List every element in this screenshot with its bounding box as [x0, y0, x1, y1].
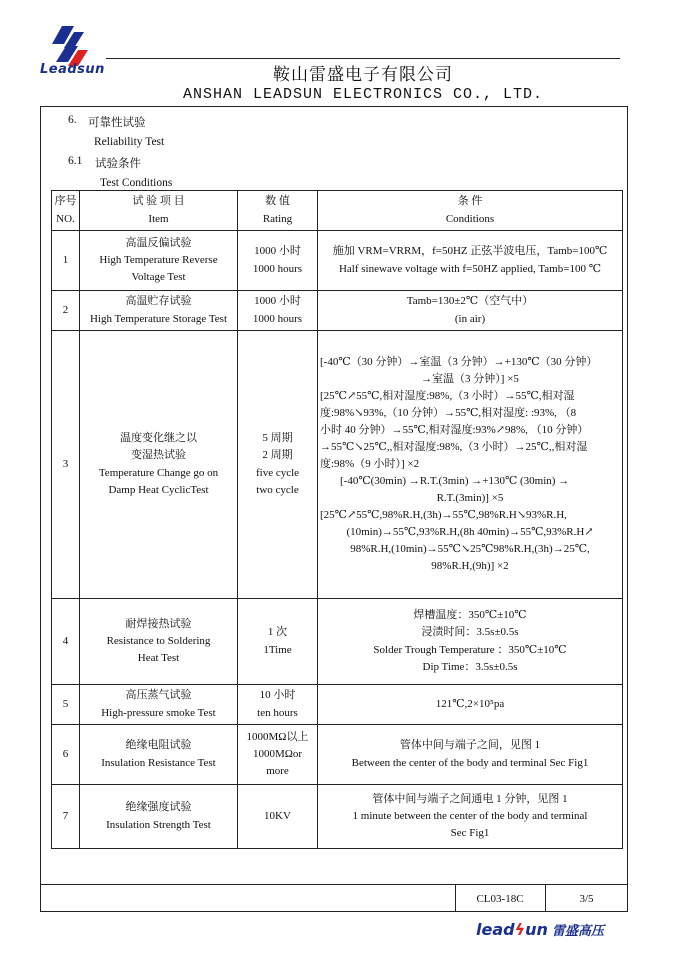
table-row [52, 685, 623, 725]
table-row [52, 231, 623, 291]
row-conditions: 焊槽温度：350℃±10℃ 浸渍时间：3.5s±0.5s Solder Trough Temperature ：350℃±10℃ Dip Time：3.5s±0.5s [318, 599, 623, 685]
row-item: 耐焊接热试验 Resistance to Soldering Heat Test [80, 599, 238, 685]
header-divider [106, 58, 620, 59]
footer-logo-part1: lead [476, 920, 515, 939]
row-conditions: [-40℃（30 分钟）→室温（3 分钟）→+130℃（30 分钟） →室温（3 分钟）] ×5 [25℃↗55℃,相对湿度:98%,（3 小时）→55℃,相对湿 度:98%↘93%,（10 分钟）→55℃,相对湿度: :93%, （8 小时 40 分钟）→55℃,相对湿度:93%↗98%, （10 分钟） →55℃↘25℃,,相对湿度:98%,（3 小时）→25℃,,相对湿 度:98%（9 小时）] ×2 [-40℃(30min) →R.T.(3min) →+130℃ (30min) → R.T.(3min)] ×5 [25℃↗55℃,98%R.H,(3h)→55℃,98%R.H↘93%R.H, (10min)→55℃,93%R.H,(8h 40min)→55℃,93%R.H↗ 98%R.H,(10min)→55℃↘25℃98%R.H,(3h)→25℃, 98%R.H,(9h)] ×2 [318, 331, 623, 599]
row-item: 高压蒸气试验 High-pressure smoke Test [80, 685, 238, 725]
table-header-row [52, 191, 623, 231]
row-number: 5 [52, 685, 80, 725]
header-rating: 数 值 Rating [238, 191, 318, 231]
row-conditions: 管体中间与端子之间通电 1 分钟，见图 1 1 minute between the center of the body and terminal Sec Fig1 [318, 785, 623, 849]
row-rating: 1000 小时 1000 hours [238, 231, 318, 291]
row-conditions: 121℃,2×10⁵pa [318, 685, 623, 725]
row-item: 绝缘强度试验 Insulation Strength Test [80, 785, 238, 849]
row-item: 温度变化继之以 变湿热试验 Temperature Change go on Damp Heat CyclicTest [80, 331, 238, 599]
row-number: 4 [52, 599, 80, 685]
section-title-cn: 可靠性试验 [88, 117, 146, 129]
row-conditions: Tamb=130±2℃（空气中） (in air) [318, 291, 623, 331]
row-number: 7 [52, 785, 80, 849]
row-item: 绝缘电阻试验 Insulation Resistance Test [80, 725, 238, 785]
lightning-bolt-icon: ϟ [514, 920, 526, 939]
table-row [52, 291, 623, 331]
footer-logo-cn: 雷盛高压 [551, 924, 604, 939]
row-item: 高温反偏试验 High Temperature Reverse Voltage Test [80, 231, 238, 291]
row-conditions: 施加 VRM=VRRM，f=50HZ 正弦半波电压，Tamb=100℃ Half sinewave voltage with f=50HZ applied, Tamb=100 ℃ [318, 231, 623, 291]
section-number: 6. [68, 114, 77, 126]
header-conditions: 条 件 Conditions [318, 191, 623, 231]
row-rating: 1000MΩ以上 1000MΩor more [238, 725, 318, 785]
row-rating: 5 周期 2 周期 five cycle two cycle [238, 331, 318, 599]
footer-logo [476, 920, 656, 939]
document-code: CL03-18C [476, 893, 524, 905]
company-name-cn: 鞍山雷盛电子有限公司 [273, 65, 453, 84]
table-row [52, 785, 623, 849]
row-number: 1 [52, 231, 80, 291]
row-conditions: 管体中间与端子之间，见图 1 Between the center of the body and terminal Sec Fig1 [318, 725, 623, 785]
subsection-number: 6.1 [68, 155, 83, 167]
test-conditions-table [51, 190, 623, 849]
footer-logo-part2: un [525, 920, 548, 939]
row-number: 2 [52, 291, 80, 331]
row-rating: 10KV [238, 785, 318, 849]
table-row [52, 725, 623, 785]
table-row [52, 599, 623, 685]
header-no: 序号 NO. [52, 191, 80, 231]
company-name-en: ANSHAN LEADSUN ELECTRONICS CO., LTD. [182, 86, 544, 103]
row-number: 6 [52, 725, 80, 785]
table-row [52, 331, 623, 599]
section-title-en: Reliability Test [94, 136, 165, 148]
page-number: 3/5 [579, 893, 594, 905]
logo-wordmark: Leadsun [40, 62, 105, 77]
row-rating: 1 次 1Time [238, 599, 318, 685]
row-rating: 10 小时 ten hours [238, 685, 318, 725]
subsection-title-en: Test Conditions [100, 177, 173, 189]
subsection-title-cn: 试验条件 [95, 158, 141, 170]
row-number: 3 [52, 331, 80, 599]
row-item: 高温贮存试验 High Temperature Storage Test [80, 291, 238, 331]
row-rating: 1000 小时 1000 hours [238, 291, 318, 331]
header-item: 试 验 项 目 Item [80, 191, 238, 231]
